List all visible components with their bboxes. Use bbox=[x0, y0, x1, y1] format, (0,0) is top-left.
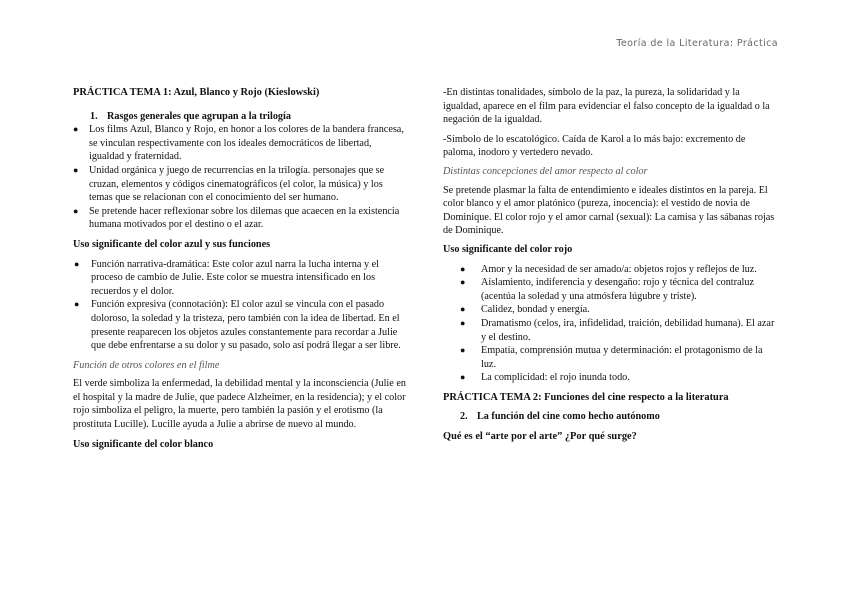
azul-heading: Uso significante del color azul y sus funciones bbox=[73, 238, 271, 250]
tema2-title: PRÁCTICA TEMA 2: Funciones del cine respecto a la literatura bbox=[443, 391, 729, 403]
list-item: ● Dramatismo (celos, ira, infidelidad, traición, debilidad humana). El azar y el destino. bbox=[460, 317, 775, 343]
list-item: ● Amor y la necesidad de ser amado/a: objetos rojos y reflejos de luz. bbox=[460, 263, 757, 275]
arte-question: Qué es el “arte por el arte” ¿Por qué surge? bbox=[443, 431, 637, 443]
section-heading-1 bbox=[73, 110, 409, 124]
list-item: ● Empatía, comprensión mutua y determinación: el protagonismo de la luz. bbox=[460, 345, 763, 370]
otros-colores-heading: Función de otros colores en el filme bbox=[73, 359, 220, 371]
list-item: ● Los films Azul, Blanco y Rojo, en honor a los colores de la bandera francesa, se vinculan respectivamente con los ideales democráticos de libertad, igualdad y fraternidad. bbox=[73, 124, 404, 163]
section-number: 1. bbox=[90, 110, 98, 122]
section-title: Rasgos generales que agrupan a la trilogía bbox=[107, 110, 291, 122]
bullet-icon: ● bbox=[73, 205, 79, 216]
otros-colores-paragraph: El verde simboliza la enfermedad, la debilidad mental y la inconsciencia (Julie en el hospital y la madre de Julie, que padece Alzheimer, en la residencia); y el color rojo simboliza el peligro, la muerte, pero también la pasión y el erotismo (la prostituta Lucille). Lucille ayuda a Julie a abrirse de nuevo al mundo. bbox=[73, 378, 406, 431]
blanco-paragraph-1: -En distintas tonalidades, símbolo de la paz, la pureza, la solidaridad y la igualdad, aparece en el film para evidenciar el falso concepto de la igualdad o la negación de la igualdad. bbox=[443, 87, 770, 126]
bullet-icon: ● bbox=[460, 345, 466, 356]
trilogy-traits-list bbox=[73, 123, 409, 232]
bullet-icon: ● bbox=[74, 258, 80, 269]
list-item: ● Aislamiento, indiferencia y desengaño: rojo y técnica del contraluz (acentúa la soledad y una atmósfera lúgubre y triste). bbox=[460, 277, 754, 302]
blanco-paragraph-2: -Símbolo de lo escatológico. Caída de Karol a lo más bajo: excremento de paloma, inodoro y vertedero nevado. bbox=[443, 133, 746, 159]
bullet-icon: ● bbox=[460, 372, 466, 383]
rojo-heading: Uso significante del color rojo bbox=[443, 243, 573, 255]
section-title: La función del cine como hecho autónomo bbox=[477, 411, 660, 423]
bullet-icon: ● bbox=[460, 317, 466, 328]
section-heading-2 bbox=[443, 410, 779, 424]
bullet-icon: ● bbox=[460, 277, 466, 288]
bullet-icon: ● bbox=[74, 299, 80, 310]
practice-title: PRÁCTICA TEMA 1: Azul, Blanco y Rojo (Kieslowski) bbox=[73, 87, 320, 98]
rojo-list bbox=[443, 263, 779, 385]
list-item: ● Se pretende hacer reflexionar sobre los dilemas que acaecen en la existencia humana motivados por el destino o el azar. bbox=[73, 205, 400, 231]
list-item: ● Calidez, bondad y energía. bbox=[460, 304, 590, 316]
list-item: ● La complicidad: el rojo inunda todo. bbox=[460, 372, 630, 384]
amor-paragraph: Se pretende plasmar la falta de entendimiento e ideales distintos en la pareja. El color blanco y el amor platónico (pureza, inocencia): el vestido de novia de Dominique. El color rojo y el amor carnal (sexual): La camisa y las sábanas rojas de Dominique. bbox=[443, 184, 775, 237]
page-header: Teoría de la Literatura: Práctica bbox=[616, 38, 778, 49]
amor-heading: Distintas concepciones del amor respecto al color bbox=[443, 165, 648, 177]
azul-functions-list bbox=[73, 258, 409, 353]
list-item: ● Función narrativa-dramática: Este color azul narra la lucha interna y el proceso de cambio de Julie. Este color se muestra intensificado en los recuerdos y el dolor. bbox=[74, 258, 379, 297]
left-column bbox=[73, 86, 409, 451]
section-number: 2. bbox=[460, 411, 468, 423]
bullet-icon: ● bbox=[460, 304, 466, 315]
list-item: ● Función expresiva (connotación): El color azul se vincula con el pasado doloroso, la soledad y la tristeza, pero también con la idea de libertad. En el presente reaparecen los objetos azules constantemente para recordar a Julie que debe enfrentarse a su dolor y su pasado, solo así podrá llegar a ser libre. bbox=[74, 299, 401, 352]
list-item: ● Unidad orgánica y juego de recurrencias en la trilogía. personajes que se cruzan, elementos y códigos cinematográficos (el color, la música) y los temas que se relacionan con el conocimiento del ser humano. bbox=[73, 164, 385, 204]
bullet-icon: ● bbox=[460, 263, 466, 274]
right-column bbox=[443, 86, 779, 444]
blanco-heading: Uso significante del color blanco bbox=[73, 438, 214, 450]
bullet-icon: ● bbox=[73, 164, 79, 175]
bullet-icon: ● bbox=[73, 124, 79, 135]
